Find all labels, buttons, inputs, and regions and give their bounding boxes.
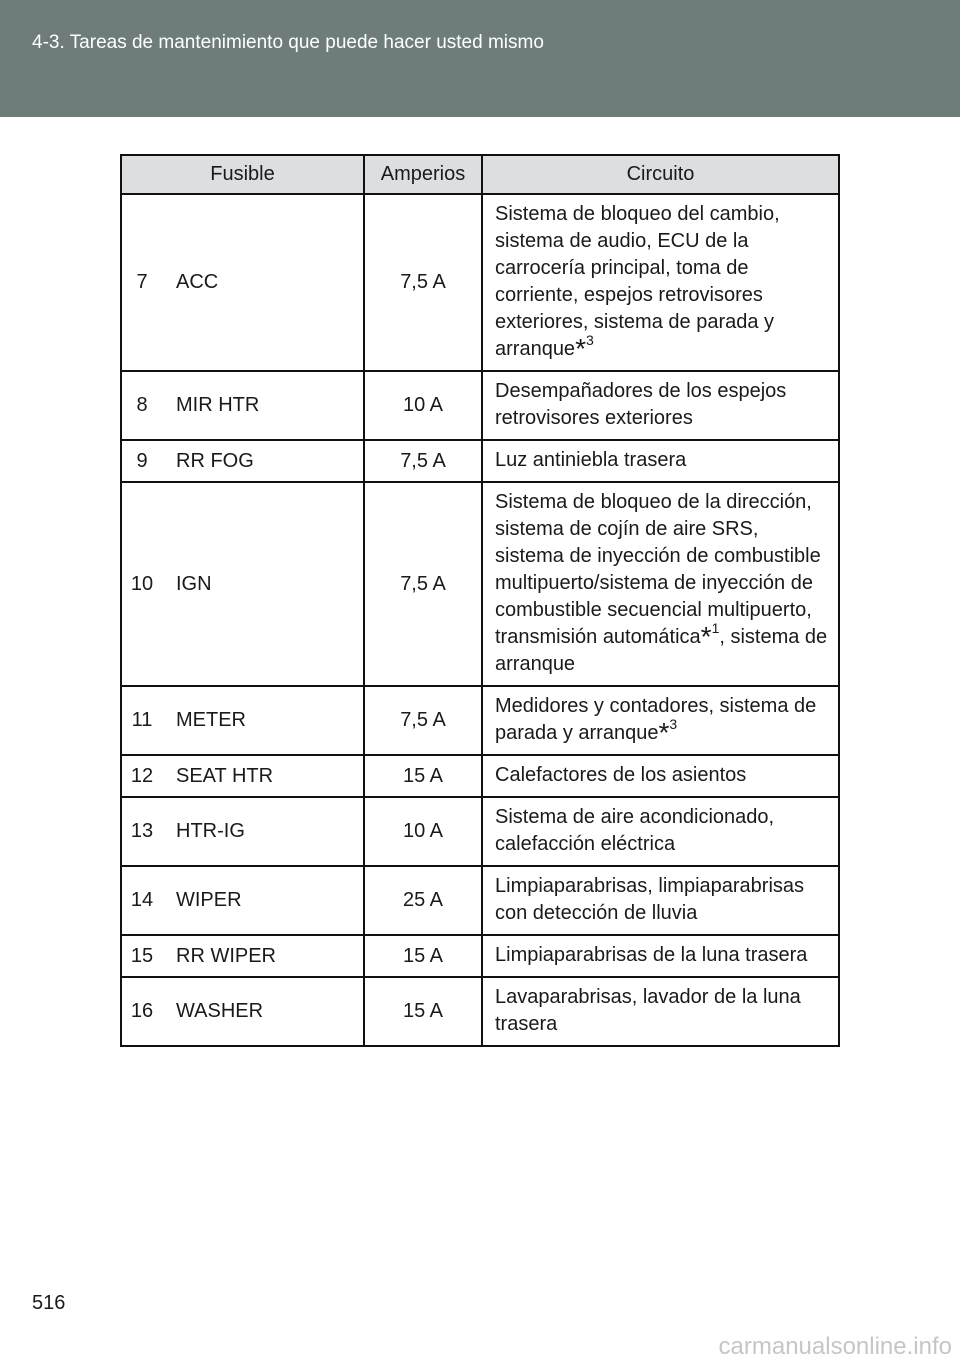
circuit-text: Lavaparabrisas, lavador de la luna trasera [495,986,801,1035]
fuse-table [120,154,840,1047]
fuse-number: 12 [121,755,162,797]
footnote-asterisk-icon: * [575,333,586,364]
fuse-number: 15 [121,935,162,977]
fuse-circuit [482,977,839,1046]
fuse-amperage: 15 A [364,755,482,797]
fuse-circuit [482,194,839,371]
fuse-number: 16 [121,977,162,1046]
circuit-text: Desempañadores de los espejos retrovisores exteriores [495,380,787,429]
section-title: 4-3. Tareas de mantenimiento que puede hacer usted mismo [32,32,544,53]
circuit-text: Limpiaparabrisas de la luna trasera [495,944,808,966]
table-row [121,866,839,935]
circuit-text: Sistema de bloqueo del cambio, sistema de audio, ECU de la carrocería principal, toma de corriente, espejos retrovisores exteriores, sistema de parada y arranque [495,203,780,360]
fuse-circuit [482,797,839,866]
fuse-amperage: 7,5 A [364,482,482,686]
column-header-fuse: Fusible [121,155,364,194]
fuse-name: RR FOG [162,440,364,482]
table-row [121,935,839,977]
fuse-name: MIR HTR [162,371,364,440]
footnote-number: 3 [669,716,678,733]
fuse-number: 8 [121,371,162,440]
circuit-text: Sistema de aire acondicionado, calefacción eléctrica [495,806,775,855]
circuit-text: Medidores y contadores, sistema de parada y arranque [495,695,817,744]
fuse-number: 9 [121,440,162,482]
fuse-number: 14 [121,866,162,935]
fuse-number: 10 [121,482,162,686]
fuse-name: WASHER [162,977,364,1046]
table-row [121,755,839,797]
table-row [121,977,839,1046]
table-row [121,797,839,866]
fuse-name: ACC [162,194,364,371]
table-row [121,440,839,482]
circuit-text: Calefactores de los asientos [495,764,747,786]
fuse-amperage: 15 A [364,977,482,1046]
fuse-number: 7 [121,194,162,371]
fuse-circuit [482,371,839,440]
fuse-name: WIPER [162,866,364,935]
fuse-amperage: 10 A [364,371,482,440]
page-number: 516 [32,1292,66,1314]
column-header-circuit: Circuito [482,155,839,194]
circuit-text: Sistema de bloqueo de la dirección, sistema de cojín de aire SRS, sistema de inyección de combustible multipuerto/sistema de inyección de combustible secuencial multipuerto, transmisión automática [495,491,821,648]
circuit-text: Limpiaparabrisas, limpiaparabrisas con detección de lluvia [495,875,805,924]
footnote-asterisk-icon: * [700,621,712,652]
fuse-table-body [121,194,839,1046]
fuse-amperage: 10 A [364,797,482,866]
fuse-name: HTR-IG [162,797,364,866]
table-row [121,686,839,755]
fuse-circuit [482,686,839,755]
table-row [121,482,839,686]
fuse-amperage: 25 A [364,866,482,935]
fuse-amperage: 15 A [364,935,482,977]
fuse-circuit [482,755,839,797]
fuse-circuit [482,440,839,482]
fuse-amperage: 7,5 A [364,194,482,371]
watermark: carmanualsonline.info [718,1333,952,1360]
fuse-number: 13 [121,797,162,866]
table-row [121,371,839,440]
fuse-name: IGN [162,482,364,686]
fuse-name: SEAT HTR [162,755,364,797]
page-header [0,0,960,117]
fuse-name: RR WIPER [162,935,364,977]
table-row [121,194,839,371]
fuse-circuit [482,866,839,935]
fuse-circuit [482,482,839,686]
fuse-name: METER [162,686,364,755]
footnote-number: 3 [585,332,594,349]
fuse-amperage: 7,5 A [364,440,482,482]
fuse-number: 11 [121,686,162,755]
table-header-row [121,155,839,194]
column-header-amps: Amperios [364,155,482,194]
circuit-text-tail: , sistema de arranque [495,626,828,675]
footnote-number: 1 [711,620,720,637]
fuse-circuit [482,935,839,977]
circuit-text: Luz antiniebla trasera [495,449,687,471]
fuse-amperage: 7,5 A [364,686,482,755]
footnote-asterisk-icon: * [658,717,670,748]
